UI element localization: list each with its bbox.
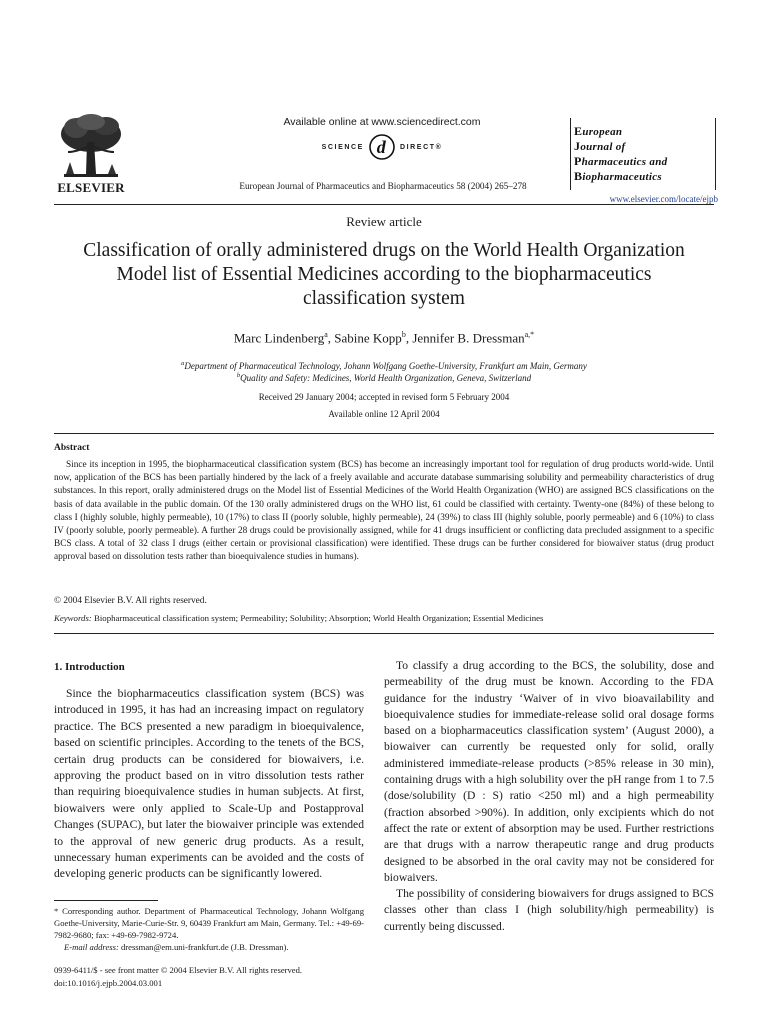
affil-mark: a (181, 360, 185, 367)
footnote-text: * Corresponding author. Department of Pharmaceutical Technology, Johann Wolfgang Goethe-University, Marie-Curie-Str. 9, 60439 Frankfurt am Main, Germany. Tel.: +49-69-7982-9680; fax: +49-69-7982-9724. (54, 906, 364, 940)
author-name: Sabine Kopp (334, 330, 402, 346)
publisher-name: ELSEVIER (57, 180, 125, 195)
journal-logo-line: European (574, 124, 623, 138)
author-affil-mark: a (324, 330, 328, 339)
journal-url-link[interactable]: www.elsevier.com/locate/ejpb (609, 194, 718, 204)
sd-right-text: DIRECT® (399, 143, 443, 151)
right-column (384, 658, 714, 935)
email-link[interactable]: dressman@em.uni-frankfurt.de (J.B. Dressman). (120, 942, 289, 952)
author-affil-mark: a,* (524, 330, 535, 339)
abstract-copyright: © 2004 Elsevier B.V. All rights reserved. (54, 596, 207, 606)
tree-icon (56, 112, 126, 182)
author-list (54, 330, 714, 346)
intro-paragraph: Since the biopharmaceutics classification system (BCS) was introduced in 1995, it has had an increasing impact on regulatory practice. The BCS presented a new paradigm in bioequivalence, based on scientific principles. According to the tenets of the BCS, certain drug products can be considered for biowaivers, i.e. approving the product based on in vitro dissolution tests rather than requiring bioequivalence studies in human subjects. At first, biowaivers were only applied to Scale-Up and Postapproval Changes (SUPAC), but later the biowaiver principle was extended to the approval of new generic drug products. As a result, unnecessary human experiments can be avoided and the costs of developing generic products can be significantly lowered. (54, 687, 364, 881)
abstract-heading: Abstract (54, 443, 90, 453)
affiliation (54, 360, 714, 371)
journal-citation: European Journal of Pharmaceutics and Biopharmaceutics 58 (2004) 265–278 (239, 181, 527, 191)
body-paragraph: The possibility of considering biowaivers for drugs assigned to BCS classes other than class I (high solubility/high permeability) is currently being discussed. (384, 887, 714, 933)
sciencedirect-logo (262, 132, 502, 162)
keywords-label: Keywords: (54, 613, 92, 623)
sciencedirect-d-icon (368, 133, 396, 161)
doi-line[interactable]: doi:10.1016/j.ejpb.2004.03.001 (54, 977, 163, 988)
affil-text: Quality and Safety: Medicines, World Health Organization, Geneva, Switzerland (240, 373, 532, 383)
front-matter (54, 964, 384, 989)
email-label: E-mail address: (64, 942, 119, 952)
svg-text:d: d (376, 137, 388, 157)
author-name: Marc Lindenberg (233, 330, 325, 346)
author-separator: , (327, 330, 335, 346)
keywords (54, 613, 714, 623)
abstract-bottom-rule (54, 633, 714, 634)
abstract-top-rule (54, 433, 714, 434)
article-type: Review article (346, 214, 422, 229)
affil-text: Department of Pharmaceutical Technology, Johann Wolfgang Goethe-University, Frankfurt am Main, Germany (184, 361, 587, 371)
journal-logo-line: Biopharmaceutics (574, 169, 662, 183)
available-date: Available online 12 April 2004 (328, 409, 440, 419)
keywords-text: Biopharmaceutical classification system; Permeability; Solubility; Absorption; World Health Organization; Essential Medicines (94, 613, 544, 623)
author-separator: , (405, 330, 413, 346)
section-heading: 1. Introduction (54, 661, 125, 673)
available-online-link[interactable]: Available online at www.sciencedirect.com (283, 116, 481, 128)
author-affil-mark: b (401, 330, 406, 339)
affil-mark: b (236, 372, 241, 379)
issn-line: 0939-6411/$ - see front matter © 2004 Elsevier B.V. All rights reserved. (54, 965, 303, 975)
journal-logo (574, 124, 710, 184)
footnote-rule (54, 900, 158, 901)
affiliation (54, 372, 714, 383)
received-dates: Received 29 January 2004; accepted in revised form 5 February 2004 (258, 392, 510, 402)
body-paragraph: To classify a drug according to the BCS, the solubility, dose and permeability of the drug must be known. According to the FDA guidance for the industry ‘Waiver of in vivo bioavailability and bioequivalence studies for immediate-release solid oral dosage forms based on a biopharmaceutics classification system’ (August 2000), a biowaiver can currently be requested only for solid, orally administered immediate-release products (>85% release in 30 min), containing drugs with a high solubility over the pH range from 1 to 7.5 (dose/solubility (D : S) ratio <250 ml) and a high permeability (fraction absorbed >90%). In addition, only excipients which do not affect the rate or extent of absorption may be used. Further restrictions are that drugs with a narrow therapeutic range and drug products designed to be absorbed in the oral cavity may not be considered for biowaivers. (384, 659, 714, 884)
journal-logo-line: Pharmaceutics and (574, 154, 668, 168)
abstract-text: Since its inception in 1995, the biopharmaceutical classification system (BCS) has become an increasingly important tool for regulation of drug products world-wide. Until now, application of the BCS has been partially hindered by the lack of a freely available and accurate database summarising solubility and permeability characteristics of drug substances. In this report, orally administered drugs on the Model list of Essential Medicines of the World Health Organization (WHO) are assigned BCS classifications on the basis of data available in the public domain. Of the 130 orally administered drugs on the WHO list, 61 could be classified with certainty. Twenty-one (84%) of these belong to class I (highly soluble, highly permeable), 10 (17%) to class II (poorly soluble, highly permeable), 24 (39%) to class III (highly soluble, poorly permeable) and 6 (10%) to class IV (poorly soluble, poorly permeable). A further 28 drugs could be provisionally assigned, while for 41 drugs insufficient or conflicting data precluded assignment to a specific BCS class. A total of 32 class I drugs (either certain or provisional classification) were identified. These drugs can be further considered for biowaiver status (drug product approval based on dissolution tests rather than bioequivalence studies in humans). (54, 460, 714, 563)
author-name: Jennifer B. Dressman (412, 330, 525, 346)
corresponding-author-footnote (54, 905, 364, 953)
sd-left-text: SCIENCE (321, 143, 364, 151)
article-title: Classification of orally administered drugs on the World Health Organization Model list of Essential Medicines according to the biopharmaceutics classification system (83, 240, 685, 309)
header-divider (54, 204, 714, 205)
journal-logo-line: Journal of (574, 139, 626, 153)
footnote-email-line (54, 941, 364, 953)
